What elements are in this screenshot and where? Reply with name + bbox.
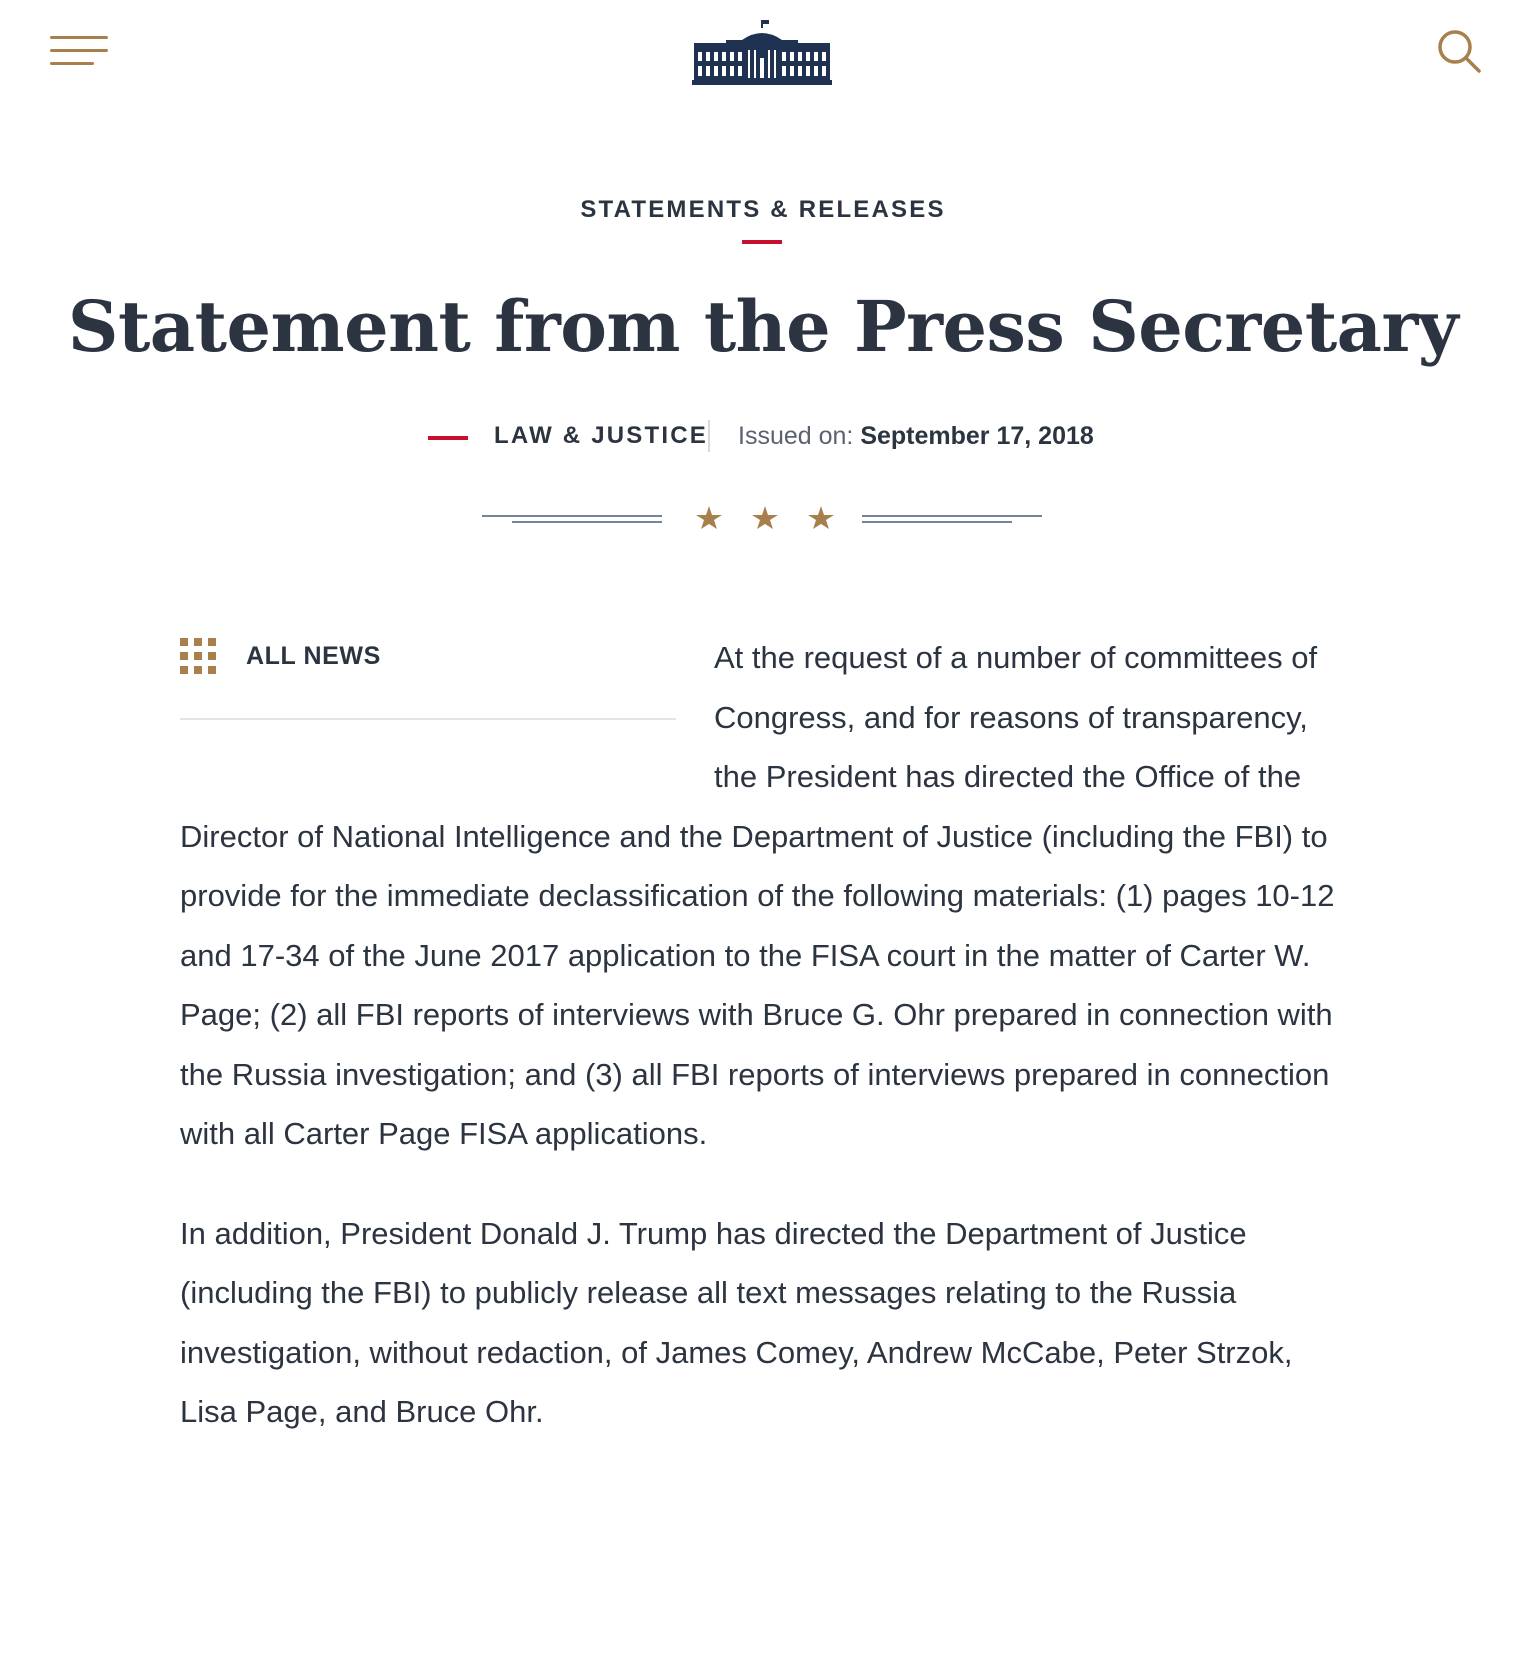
article-meta	[0, 418, 1526, 458]
paragraph-2: In addition, President Donald J. Trump has directed the Department of Justice (including the FBI) to publicly release all text messages relating to the Russia investigation, without redaction, of James Comey, Andrew McCabe, Peter Strzok, Lisa Page, and Bruce Ohr.	[180, 1215, 1293, 1429]
issued-date-value: September 17, 2018	[860, 422, 1094, 450]
site-header	[0, 0, 1526, 110]
eyebrow-accent-bar	[742, 240, 782, 244]
search-icon[interactable]	[1436, 28, 1482, 74]
three-stars-divider	[482, 500, 1042, 540]
page-title: Statement from the Press Secretary	[67, 285, 1459, 368]
issued-date	[738, 422, 1094, 451]
article-content	[180, 628, 1350, 1482]
star-icons	[696, 506, 834, 529]
grid-icon	[180, 638, 216, 674]
paragraph-1: At the request of a number of committees of Congress, and for reasons of transparency, the President has directed the Office of the Director of National Intelligence and the Department of Justice (including the FBI) to provide for the immediate declassification of the following materials: (1) pages 10-12 and 17-34 of the June 2017 application to the FISA court in the matter of Carter W. Page; (2) all FBI reports of interviews with Bruce G. Ohr prepared in connection with the Russia investigation; and (3) all FBI reports of interviews prepared in connection with all Carter Page FISA applications.	[180, 640, 1335, 1151]
hamburger-menu-icon[interactable]	[50, 32, 108, 72]
issued-label: Issued on:	[738, 422, 854, 450]
category-accent-bar	[428, 436, 468, 440]
all-news-label: ALL NEWS	[246, 642, 381, 670]
meta-divider	[708, 420, 710, 452]
all-news-link[interactable]	[180, 636, 480, 676]
white-house-logo[interactable]	[692, 18, 832, 86]
category-link[interactable]: LAW & JUSTICE	[494, 422, 708, 449]
sidebar-divider	[180, 718, 676, 720]
section-eyebrow-link[interactable]: STATEMENTS & RELEASES	[580, 196, 946, 223]
article-sidebar	[180, 628, 676, 768]
